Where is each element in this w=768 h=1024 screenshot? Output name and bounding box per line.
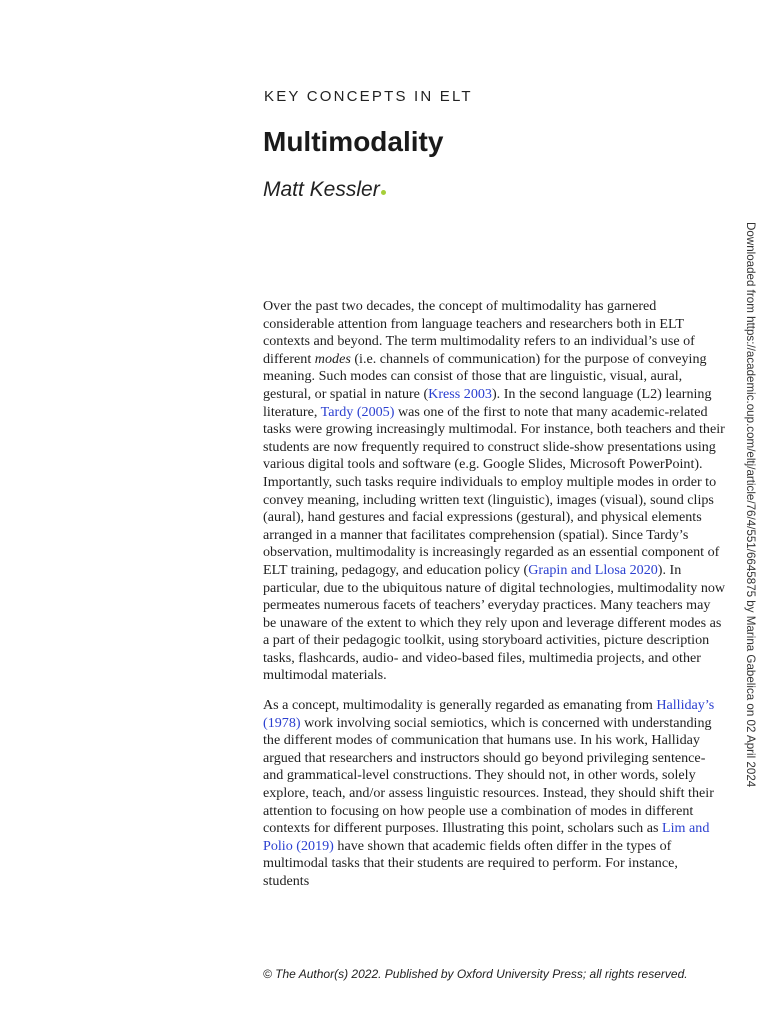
citation-link[interactable]: Halliday’s (1978) (263, 697, 715, 731)
body-text: have shown that academic fields often differ in the types of multimodal tasks that their students are required to perform. For instance, students (263, 837, 678, 889)
article-body (263, 298, 726, 903)
paragraph-1 (263, 298, 726, 685)
body-text: (i.e. channels of communication) for the purpose of conveying meaning. Such modes can consist of those that are linguistic, visual, aural, gestural, or spatial in nature ( (263, 350, 707, 402)
body-text: ). In particular, due to the ubiquitous nature of digital technologies, multimodality now permeates numerous facets of teachers’ everyday practices. Many teachers may be unaware of the extent to which they rely upon and leverage different modes as a part of their pedagogic toolkit, using storyboard activities, picture description tasks, flashcards, audio- and video-based files, multimedia projects, and other multimodal materials. (263, 561, 726, 684)
body-text: work involving social semiotics, which is concerned with understanding the different modes of communication that humans use. In his work, Halliday argued that researchers and instructors should go beyond privileging sentence- and grammatical-level constructions. They should not, in other words, solely explore, teach, and/or assess linguistic resources. Instead, they should shift their attention to focusing on how people use a combination of modes in different contexts for different purposes. Illustrating this point, scholars such as (263, 714, 714, 837)
citation-link[interactable]: Tardy (2005) (320, 403, 395, 420)
citation-link[interactable]: Lim and Polio (2019) (263, 820, 710, 854)
citation-link[interactable]: Grapin and Llosa 2020 (528, 561, 658, 578)
body-text: Over the past two decades, the concept of multimodality has garnered considerable attention from language teachers and researchers both in ELT contexts and beyond. The term multimodality refers to an individual’s use of different (263, 298, 695, 367)
author-line (263, 178, 386, 202)
paragraph-2 (263, 697, 726, 891)
body-text: was one of the first to note that many academic-related tasks were growing increasingly multimodal. For instance, both teachers and their students are now frequently required to construct slide-show presentations using various digital tools and software (e.g. Google Slides, Microsoft PowerPoint). Importantly, such tasks require individuals to employ multiple modes in order to convey meaning, including written text (linguistic), images (visual), sound clips (aural), hand gestures and facial expressions (gestural), and physical elements arranged in a manner that facilitates comprehension (spatial). Since Tardy’s observation, multimodality is increasingly regarded as an essential component of ELT training, pedagogy, and education policy ( (263, 403, 725, 578)
body-text: ). In the second language (L2) learning literature, (263, 385, 712, 420)
emphasis-text: modes (314, 350, 351, 367)
orcid-icon[interactable] (381, 190, 386, 195)
author-name: Matt Kessler (263, 178, 380, 201)
kicker-label: KEY CONCEPTS IN ELT (264, 88, 473, 105)
article-title: Multimodality (263, 126, 444, 157)
citation-link[interactable]: Kress 2003 (428, 385, 492, 402)
download-sidebar: Downloaded from https://academic.oup.com/eltj/article/76/4/551/6645875 by Marina Gabelica on 02 April 2024 (744, 222, 757, 788)
body-text: As a concept, multimodality is generally regarded as emanating from (263, 697, 657, 714)
copyright-footer: © The Author(s) 2022. Published by Oxford University Press; all rights reserved. (263, 967, 688, 981)
